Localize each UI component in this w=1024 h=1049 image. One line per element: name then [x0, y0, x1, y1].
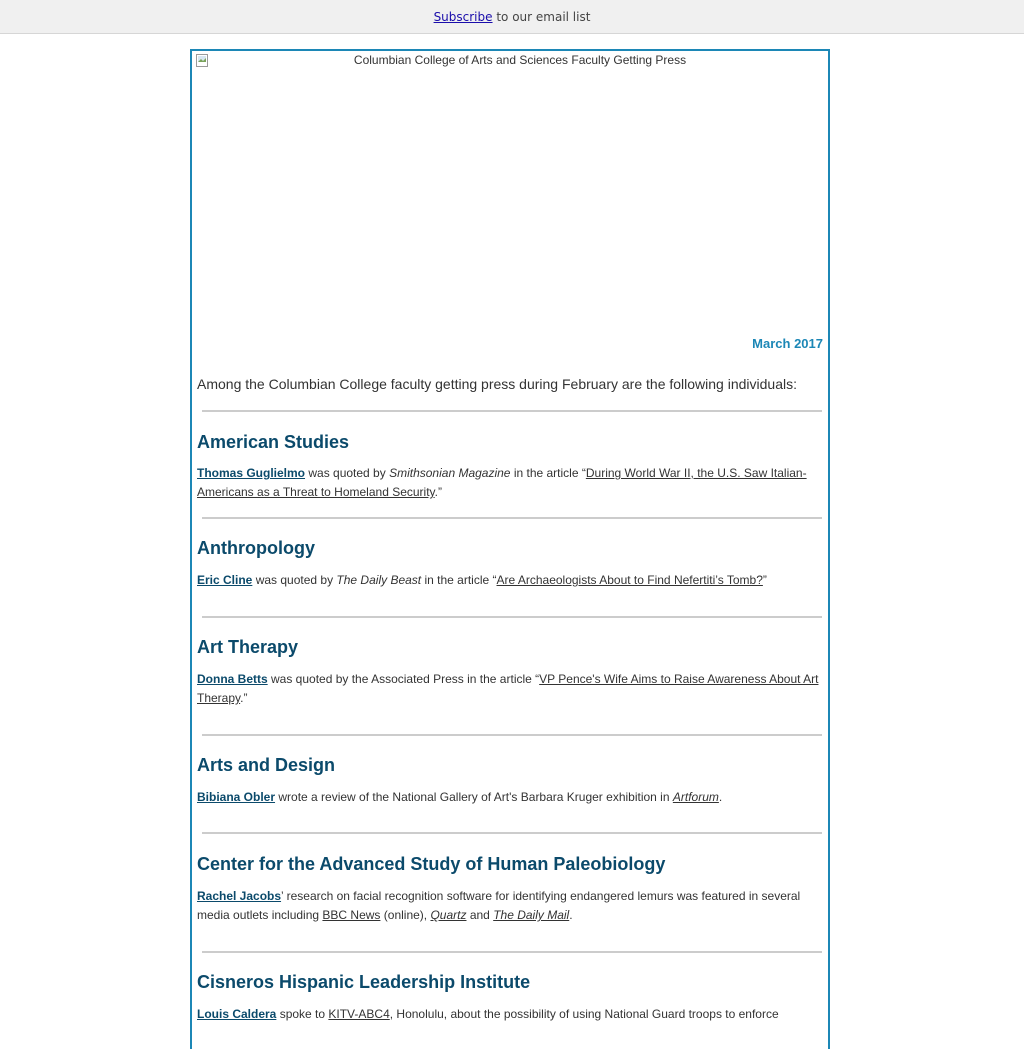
- section-body-art-therapy: [197, 670, 829, 708]
- outlet-name: Smithsonian Magazine: [389, 466, 511, 480]
- section-divider: [202, 517, 822, 519]
- body-text: spoke to: [276, 1007, 329, 1021]
- section-title-american-studies: American Studies: [197, 432, 350, 452]
- section-title-cisneros: Cisneros Hispanic Leadership Institute: [197, 972, 531, 992]
- body-text: was quoted by the Associated Press in the article “: [267, 672, 540, 686]
- header-banner-image: [192, 51, 828, 321]
- header-image-alt-text: Columbian College of Arts and Sciences Faculty Getting Press: [353, 53, 687, 67]
- person-link[interactable]: Thomas Guglielmo: [197, 466, 306, 480]
- body-text: in the article “: [510, 466, 586, 480]
- body-text: .”: [434, 485, 443, 499]
- body-text: (online),: [380, 908, 431, 922]
- outlet-link[interactable]: BBC News: [322, 908, 381, 922]
- body-text: .: [569, 908, 573, 922]
- section-body-arts-and-design: [197, 788, 829, 807]
- subscribe-bar-text: to our email list: [492, 10, 591, 24]
- body-text: ’ research on facial recognition software for identifying endangered lemurs was featured in several media outlets including: [197, 889, 801, 922]
- outlet-link[interactable]: [673, 790, 719, 804]
- section-divider: [202, 410, 822, 412]
- email-subscribe-bar: [0, 0, 1024, 34]
- issue-date: March 2017: [752, 336, 823, 351]
- body-text: in the article “: [421, 573, 497, 587]
- subscribe-link[interactable]: Subscribe: [433, 10, 493, 24]
- body-text: ”: [762, 573, 767, 587]
- body-text: .: [718, 790, 723, 804]
- section-title-art-therapy: Art Therapy: [197, 637, 299, 657]
- person-link[interactable]: Bibiana Obler: [197, 790, 276, 804]
- section-title-human-paleobiology: Center for the Advanced Study of Human Paleobiology: [197, 854, 666, 874]
- body-text: wrote a review of the National Gallery of Art's Barbara Kruger exhibition in: [275, 790, 673, 804]
- section-body-american-studies: [197, 464, 829, 502]
- outlet-link[interactable]: KITV-ABC4: [328, 1007, 390, 1021]
- section-divider: [202, 616, 822, 618]
- article-link[interactable]: Are Archaeologists About to Find Nefertiti’s Tomb?: [496, 573, 763, 587]
- body-text: .”: [240, 691, 248, 705]
- body-text: was quoted by: [252, 573, 337, 587]
- outlet-link[interactable]: [493, 908, 569, 922]
- body-text: , Honolulu, about the possibility of using National Guard troops to enforce: [389, 1007, 779, 1021]
- article-link[interactable]: VP Pence's Wife Aims to Raise Awareness About Art Therapy: [197, 672, 819, 705]
- section-divider: [202, 951, 822, 953]
- section-body-human-paleobiology: [197, 887, 829, 925]
- outlet-name: Artforum: [672, 790, 719, 804]
- outlet-name: The Daily Beast: [336, 573, 422, 587]
- intro-text: Among the Columbian College faculty getting press during February are the following individuals:: [197, 376, 797, 392]
- article-link[interactable]: During World War II, the U.S. Saw Italian-Americans as a Threat to Homeland Security: [197, 466, 807, 499]
- body-text: and: [466, 908, 494, 922]
- section-divider: [202, 734, 822, 736]
- person-link[interactable]: Eric Cline: [197, 573, 253, 587]
- outlet-name: Quartz: [430, 908, 467, 922]
- person-link[interactable]: Louis Caldera: [197, 1007, 277, 1021]
- body-text: was quoted by: [305, 466, 390, 480]
- newsletter-card: [190, 49, 830, 1049]
- person-link[interactable]: Donna Betts: [197, 672, 268, 686]
- outlet-link[interactable]: [430, 908, 466, 922]
- section-title-arts-and-design: Arts and Design: [197, 755, 336, 775]
- section-divider: [202, 832, 822, 834]
- section-body-anthropology: [197, 571, 829, 590]
- section-title-anthropology: Anthropology: [197, 538, 315, 558]
- outlet-name: The Daily Mail: [493, 908, 570, 922]
- person-link[interactable]: Rachel Jacobs: [197, 889, 282, 903]
- section-body-cisneros: [197, 1005, 829, 1024]
